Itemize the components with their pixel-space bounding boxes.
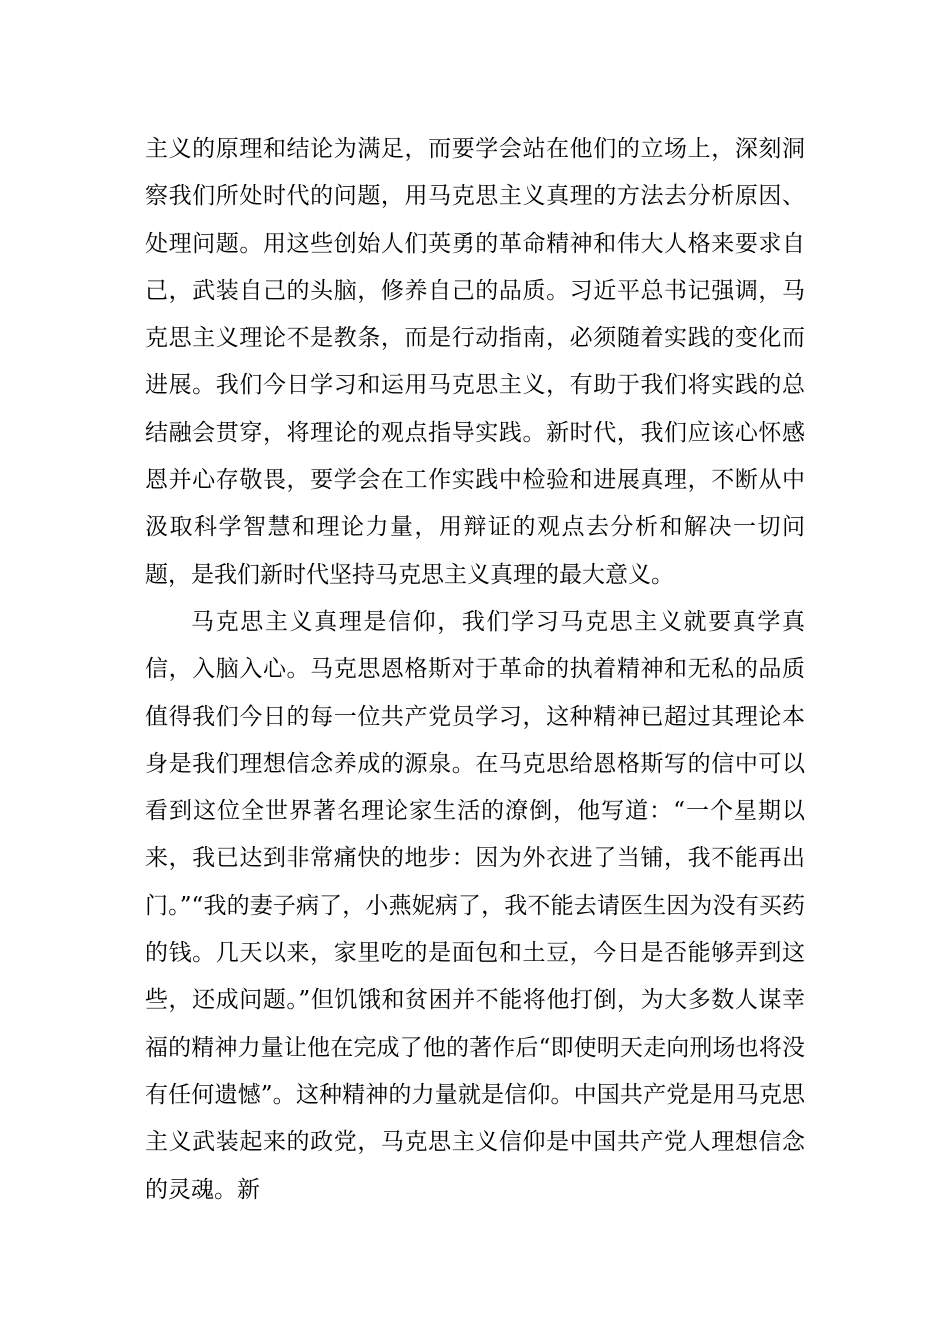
paragraph-2: 马克思主义真理是信仰，我们学习马克思主义就要真学真信，入脑入心。马克思恩格斯对于革命的执着精神和无私的品质值得我们今日的每一位共产党员学习，这种精神已超过其理论本身是我们理想信念养成的源泉。在马克思给恩格斯写的信中可以看到这位全世界著名理论家生活的潦倒，他写道：“一个星期以来，我已达到非常痛快的地步：因为外衣进了当铺，我不能再出门。”“我的妻子病了，小燕妮病了，我不能去请医生因为没有买药的钱。几天以来，家里吃的是面包和土豆，今日是否能够弄到这些，还成问题。”但饥饿和贫困并不能将他打倒，为大多数人谋幸福的精神力量让他在完成了他的著作后“即使明天走向刑场也将没有任何遗憾”。这种精神的力量就是信仰。中国共产党是用马克思主义武装起来的政党，马克思主义信仰是中国共产党人理想信念的灵魂。新 xyxy=(145,608,805,1203)
document-body xyxy=(145,126,805,1214)
paragraph-1: 主义的原理和结论为满足，而要学会站在他们的立场上，深刻洞察我们所处时代的问题，用马克思主义真理的方法去分析原因、处理问题。用这些创始人们英勇的革命精神和伟大人格来要求自己，武装自己的头脑，修养自己的品质。习近平总书记强调，马克思主义理论不是教条，而是行动指南，必须随着实践的变化而进展。我们今日学习和运用马克思主义，有助于我们将实践的总结融会贯穿，将理论的观点指导实践。新时代，我们应该心怀感恩并心存敬畏，要学会在工作实践中检验和进展真理，不断从中汲取科学智慧和理论力量，用辩证的观点去分析和解决一切问题，是我们新时代坚持马克思主义真理的最大意义。 xyxy=(145,136,805,588)
